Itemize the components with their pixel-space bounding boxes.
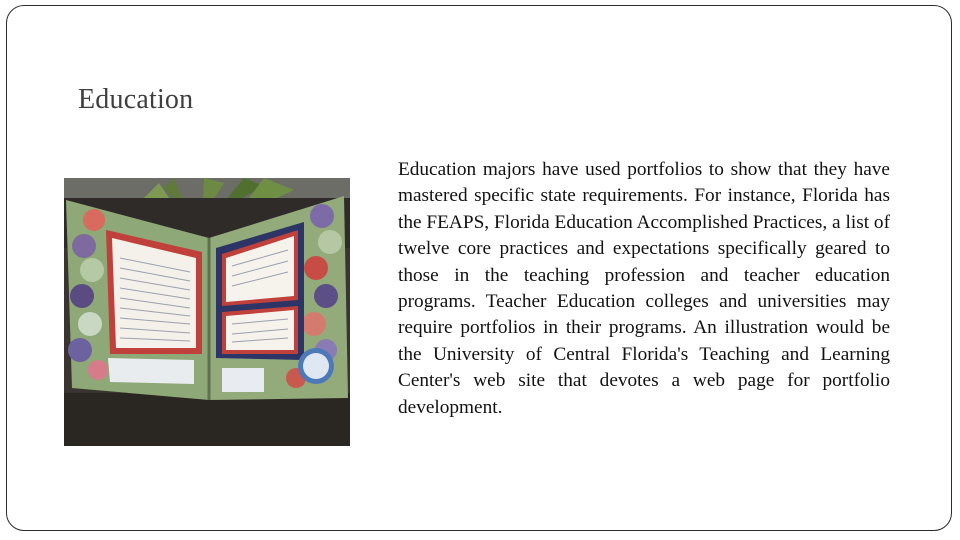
- slide-title: Education: [78, 84, 194, 115]
- slide-body-text: Education majors have used portfolios to show that they have mastered specific state requirements. For instance, Florida has the FEAPS, Florida Education Accomplished Practices, a list of twelve core practices and expectations specifically geared to those in the teaching profession and teacher education programs. Teacher Education colleges and universities may require portfolios in their programs. An illustration would be the University of Central Florida's Teaching and Learning Center's web site that devotes a web page for portfolio development.: [398, 159, 890, 418]
- portfolio-photo: [64, 178, 350, 446]
